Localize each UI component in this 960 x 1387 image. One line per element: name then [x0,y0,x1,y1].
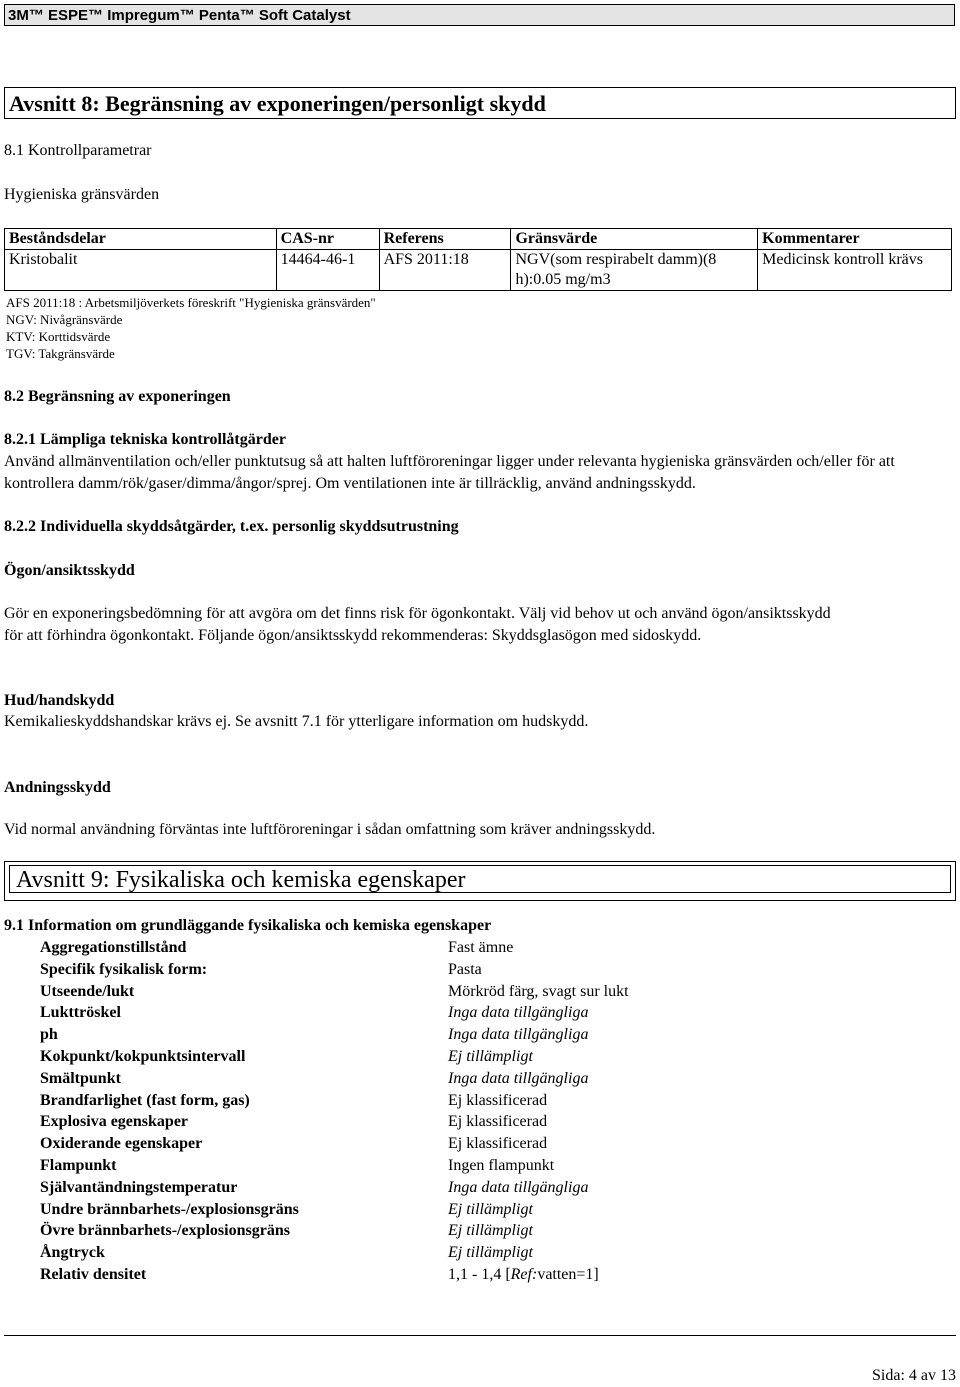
engineering-controls-text: Använd allmänventilation och/eller punktutsug så att halten luftföroreningar ligger under relevanta hygieniska gränsvärden och/eller för att kontrollera damm/rök/gaser/dimma/ångor/sprej. Om ventilationen inte är tillräcklig, använd andningsskydd. [4,453,895,492]
respiratory-protection-title: Andningsskydd [4,779,111,796]
property-label: Lukttröskel [40,1004,121,1022]
eye-protection-title: Ögon/ansiktsskydd [4,562,135,579]
property-value: Ej tillämpligt [448,1244,533,1262]
hygienic-limits-title: Hygieniska gränsvärden [4,186,160,203]
subsection-8-2-1-title: 8.2.1 Lämpliga tekniska kontrollåtgärder [4,431,286,448]
hand-protection-title: Hud/handskydd [4,692,115,709]
table-header-row [5,229,952,250]
property-label: Explosiva egenskaper [40,1113,189,1131]
respiratory-protection-text: Vid normal användning förväntas inte luftföroreningar i sådan omfattning som kräver andningsskydd. [4,821,656,838]
note-line: TGV: Takgränsvärde [6,346,115,361]
column-header: Gränsvärde [511,229,758,250]
property-value: Fast ämne [448,939,514,956]
property-label: Relativ densitet [40,1265,147,1283]
table-cell: AFS 2011:18 [379,250,511,291]
property-label: Utseende/lukt [40,982,135,1000]
property-value: Inga data tillgängliga [448,1069,589,1087]
section-9-title: Avsnitt 9: Fysikaliska och kemiska egenskaper [9,865,951,893]
property-label: Flampunkt [40,1156,117,1174]
subsection-8-1-title: 8.1 Kontrollparametrar [4,142,152,159]
density-value: 1,1 - 1,4 [ [448,1265,511,1283]
property-label: Kokpunkt/kokpunktsintervall [40,1047,246,1065]
property-label: Oxiderande egenskaper [40,1135,203,1153]
eye-protection-text: Gör en exponeringsbedömning för att avgöra om det finns risk för ögonkontakt. Välj vid behov ut och använd ögon/ansiktsskydd för att förhindra ögonkontakt. Följande ögon/ansiktsskydd rekommenderas: Skyddsglasögon med sidoskydd. [4,605,831,644]
property-label: ph [40,1026,58,1044]
table-cell: Kristobalit [5,250,277,291]
column-header: Beståndsdelar [5,229,277,250]
column-header: Kommentarer [758,229,952,250]
property-value: Inga data tillgängliga [448,1178,589,1196]
subsection-8-2-2-title: 8.2.2 Individuella skyddsåtgärder, t.ex. personlig skyddsutrustning [4,518,459,535]
note-line: NGV: Nivågränsvärde [6,312,123,327]
subsection-9-1-title: 9.1 Information om grundläggande fysikaliska och kemiska egenskaper [4,917,492,934]
subsection-8-2-title: 8.2 Begränsning av exponeringen [4,388,231,405]
document-header: 3M™ ESPE™ Impregum™ Penta™ Soft Catalyst [4,4,955,26]
property-label: Övre brännbarhets-/explosionsgräns [40,1222,290,1240]
table-cell: 14464-46-1 [276,250,379,291]
property-value: Ej klassificerad [448,1091,548,1109]
reference-label: Ref: [510,1265,538,1283]
hand-protection-text: Kemikalieskyddshandskar krävs ej. Se avsnitt 7.1 för ytterligare information om hudskydd. [4,713,589,730]
section-9-box [4,861,956,901]
table-row [5,250,952,291]
property-label: Undre brännbarhets-/explosionsgräns [40,1200,299,1218]
property-value: Inga data tillgängliga [448,1026,589,1044]
property-value: Ej tillämpligt [448,1047,533,1065]
section-8-title: Avsnitt 8: Begränsning av exponeringen/personligt skydd [4,87,956,119]
property-value: Ingen flampunkt [448,1156,555,1174]
abbreviation-notes [6,294,376,362]
hygienic-limits-table [4,228,952,291]
property-value: Pasta [448,960,482,978]
property-label: Brandfarlighet (fast form, gas) [40,1091,250,1109]
property-label: Ångtryck [40,1244,105,1262]
column-header: Referens [379,229,511,250]
property-value: Ej klassificerad [448,1113,548,1131]
table-cell: NGV(som respirabelt damm)(8 h):0.05 mg/m3 [511,250,758,291]
property-label: Aggregationstillstånd [40,939,187,956]
property-value: Mörkröd färg, svagt sur lukt [448,982,629,1000]
column-header: CAS-nr [276,229,379,250]
footer-divider [4,1335,956,1336]
note-line: AFS 2011:18 : Arbetsmiljöverkets föreskrift "Hygieniska gränsvärden" [6,295,376,310]
property-value: Ej tillämpligt [448,1222,533,1240]
property-label: Specifik fysikalisk form: [40,960,208,978]
reference-tail: vatten=1] [537,1265,599,1283]
property-value: Ej klassificerad [448,1135,548,1153]
property-value: Ej tillämpligt [448,1200,533,1218]
page-number: Sida: 4 av 13 [872,1367,956,1384]
table-cell: Medicinsk kontroll krävs [758,250,952,291]
property-label: Smältpunkt [40,1069,121,1087]
note-line: KTV: Korttidsvärde [6,329,111,344]
property-value: Inga data tillgängliga [448,1004,589,1022]
property-value [448,1264,599,1286]
property-label: Självantändningstemperatur [40,1178,238,1196]
